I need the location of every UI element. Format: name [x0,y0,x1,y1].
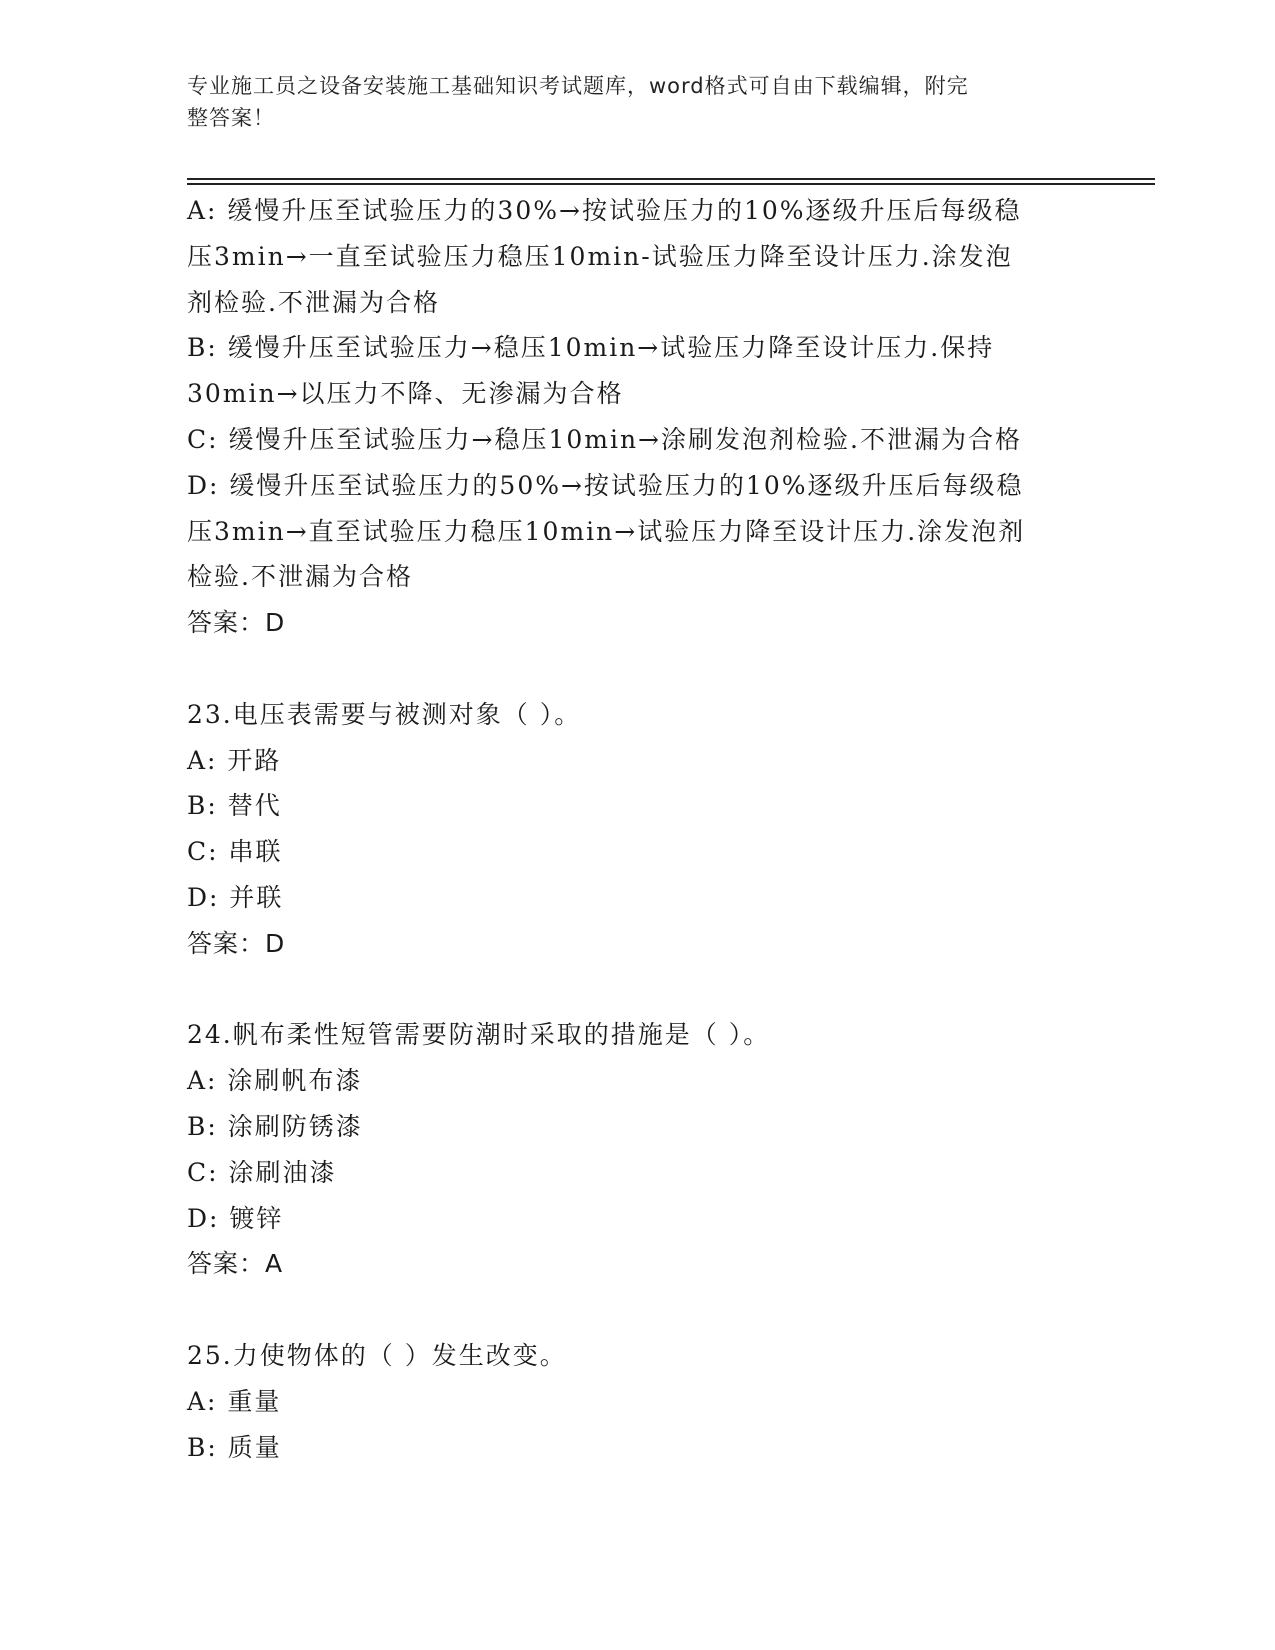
option-line: A: 缓慢升压至试验压力的30%→按试验压力的10%逐级升压后每级稳 [187,196,1022,225]
header-line-1: 专业施工员之设备安装施工基础知识考试题库，word格式可自由下载编辑，附完 [187,74,969,98]
header-divider-bottom [187,183,1155,185]
option-line: B: 缓慢升压至试验压力→稳压10min→试验压力降至设计压力.保持 [187,333,995,363]
option-line: 30min→以压力不降、无渗漏为合格 [187,379,624,409]
q23-option-d: D: 并联 [187,882,284,912]
q22-option-c [187,417,1107,463]
q23-question: 23.电压表需要与被测对象（ ）。 [187,699,582,729]
q25-option-a: A: 重量 [187,1386,282,1416]
q24-option-a: A: 涂刷帆布漆 [187,1066,363,1096]
option-line: D: 缓慢升压至试验压力的50%→按试验压力的10%逐级升压后每级稳 [187,470,1024,500]
q24-option-b: B: 涂刷防锈漆 [187,1111,363,1141]
q25-option-b: B: 质量 [187,1432,282,1462]
header-divider-top [187,178,1155,180]
q24-option-d: D: 镀锌 [187,1203,284,1233]
spacer [187,646,1107,692]
q22-option-d [187,463,1107,600]
q23-answer: 答案：D [187,928,286,958]
option-line: 压3min→直至试验压力稳压10min→试验压力降至设计压力.涂发泡剂 [187,516,1026,546]
q25-question: 25.力使物体的（ ）发生改变。 [187,1340,567,1370]
q24-answer: 答案：A [187,1249,284,1279]
document-header [187,70,1087,134]
q23-option-a: A: 开路 [187,745,282,775]
q24-option-c: C: 涂刷油漆 [187,1157,337,1187]
q23-option-c: C: 串联 [187,837,283,867]
spacer [187,1287,1107,1333]
option-line: C: 缓慢升压至试验压力→稳压10min→涂刷发泡剂检验.不泄漏为合格 [187,424,1022,454]
option-line: 压3min→一直至试验压力稳压10min-试验压力降至设计压力.涂发泡 [187,241,1013,271]
q22-answer: 答案：D [187,608,286,638]
q22-option-b [187,325,1107,417]
spacer [187,967,1107,1013]
question-content [187,188,1107,1470]
option-line: 检验.不泄漏为合格 [187,562,413,592]
q23-option-b: B: 替代 [187,791,282,821]
option-line: 剂检验.不泄漏为合格 [187,287,440,317]
header-line-2: 整答案！ [187,106,275,130]
q24-question: 24.帆布柔性短管需要防潮时采取的措施是（ ）。 [187,1020,771,1050]
q22-option-a [187,188,1107,325]
